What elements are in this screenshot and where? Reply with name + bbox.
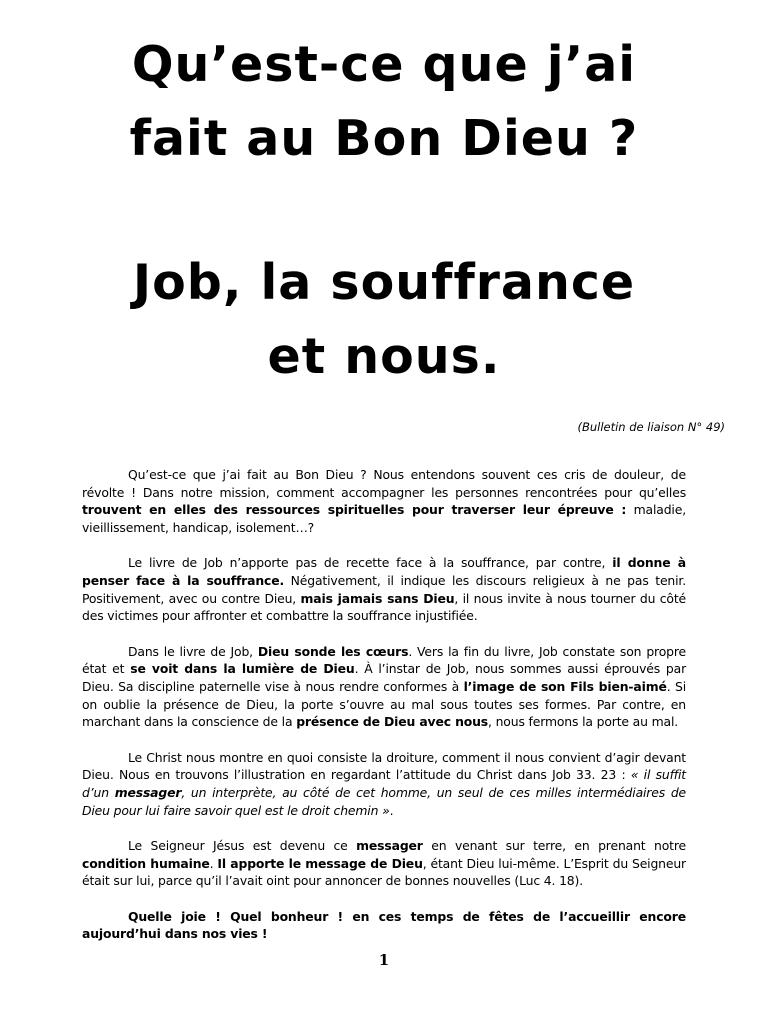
p5-text-4: , étant Dieu lui-même. L’Esprit du Seigneur était sur lui, parce qu’il l’avait oint pour annoncer de bonnes nouvelles (Luc 4. 18). — [82, 855, 686, 889]
p5-bold-1: messager — [356, 837, 423, 853]
p5-text-1: Le Seigneur Jésus est devenu ce — [128, 837, 357, 853]
p3-bold-4: présence de Dieu avec nous — [296, 714, 489, 730]
p3-text-1: Dans le livre de Job, — [128, 643, 258, 659]
source-note: (Bulletin de liaison N° 49) — [577, 420, 725, 434]
document-title — [60, 28, 708, 394]
page-number: 1 — [378, 951, 390, 969]
title-spacer — [60, 176, 708, 246]
p2-bold-1: il donne à penser face à la souffrance. — [82, 555, 686, 589]
p2-text-2: Négativement, il indique les discours religieux à ne pas tenir. Positivement, avec ou contre Dieu, — [82, 573, 687, 606]
p2-bold-2: mais jamais sans Dieu — [300, 590, 455, 606]
p5-text-2: en venant sur terre, en prenant notre — [422, 837, 686, 853]
p4-quote-text-1: « il suffit d’un — [82, 767, 687, 801]
p4-quote-bold: messager — [114, 785, 182, 801]
p6-bold-1: Quelle joie ! Quel bonheur ! en ces temps de fêtes de l’accueillir encore aujourd’hui dans nos vies ! — [82, 908, 686, 942]
p4-text-2: . — [389, 802, 394, 818]
subtitle-line-2: et nous. — [267, 328, 501, 385]
paragraph-2 — [82, 554, 686, 625]
p1-text-2: maladie, vieillissement, handicap, isolement…? — [82, 502, 686, 536]
article-body — [82, 466, 686, 943]
p3-text-5: , nous fermons la porte au mal. — [488, 714, 679, 730]
p2-text-3: , il nous invite à nous tourner du côté des victimes pour affronter et combattre la souffrance injustifiée. — [82, 590, 686, 624]
paragraph-5 — [82, 837, 686, 890]
title-line-2: fait au Bon Dieu ? — [129, 110, 639, 167]
p3-bold-2: se voit dans la lumière de Dieu — [130, 661, 355, 677]
p2-text-1: Le livre de Job n’apporte pas de recette face à la souffrance, par contre, — [128, 555, 613, 571]
p3-text-3: . À l’instar de Job, nous sommes aussi éprouvés par Dieu. Sa discipline paternelle vise à nous rendre conformes à — [82, 661, 687, 695]
p1-bold-1: trouvent en elles des ressources spirituelles pour traverser leur épreuve : — [82, 502, 627, 518]
title-line-1: Qu’est-ce que j’ai — [131, 36, 637, 93]
p3-bold-3: l’image de son Fils bien-aimé — [463, 679, 667, 695]
p3-text-4: . Si on oublie la présence de Dieu, la porte s’ouvre au mal sous toutes ses formes. Par contre, en marchant dans la conscience de la — [82, 679, 687, 730]
paragraph-1 — [82, 466, 686, 537]
paragraph-3 — [82, 643, 686, 732]
p4-quote-text-2: , un interprète, au côté de cet homme, un seul de ces milles intermédiaires de Dieu pour lui faire savoir quel est le droit chemin » — [82, 785, 687, 818]
paragraph-6 — [82, 908, 686, 943]
p5-text-3: . — [209, 855, 218, 871]
p3-bold-1: Dieu sonde les cœurs — [257, 643, 409, 659]
p5-bold-2: condition humaine — [82, 855, 210, 871]
paragraph-4 — [82, 749, 686, 820]
p3-text-2: . Vers la fin du livre, Job constate son propre état et — [82, 643, 686, 677]
p1-text-1: Qu’est-ce que j’ai fait au Bon Dieu ? Nous entendons souvent ces cris de douleur, de révolte ! Dans notre mission, comment accompagner les personnes rencontrées pour qu’elles — [82, 467, 686, 500]
p4-text-1: Le Christ nous montre en quoi consiste la droiture, comment il nous convient d’agir devant Dieu. Nous en trouvons l’illustration en regardant l’attitude du Christ dans Job 33. 23 : — [82, 749, 686, 783]
p5-bold-3: Il apporte le message de Dieu — [217, 855, 423, 871]
subtitle-line-1: Job, la souffrance — [132, 254, 636, 311]
